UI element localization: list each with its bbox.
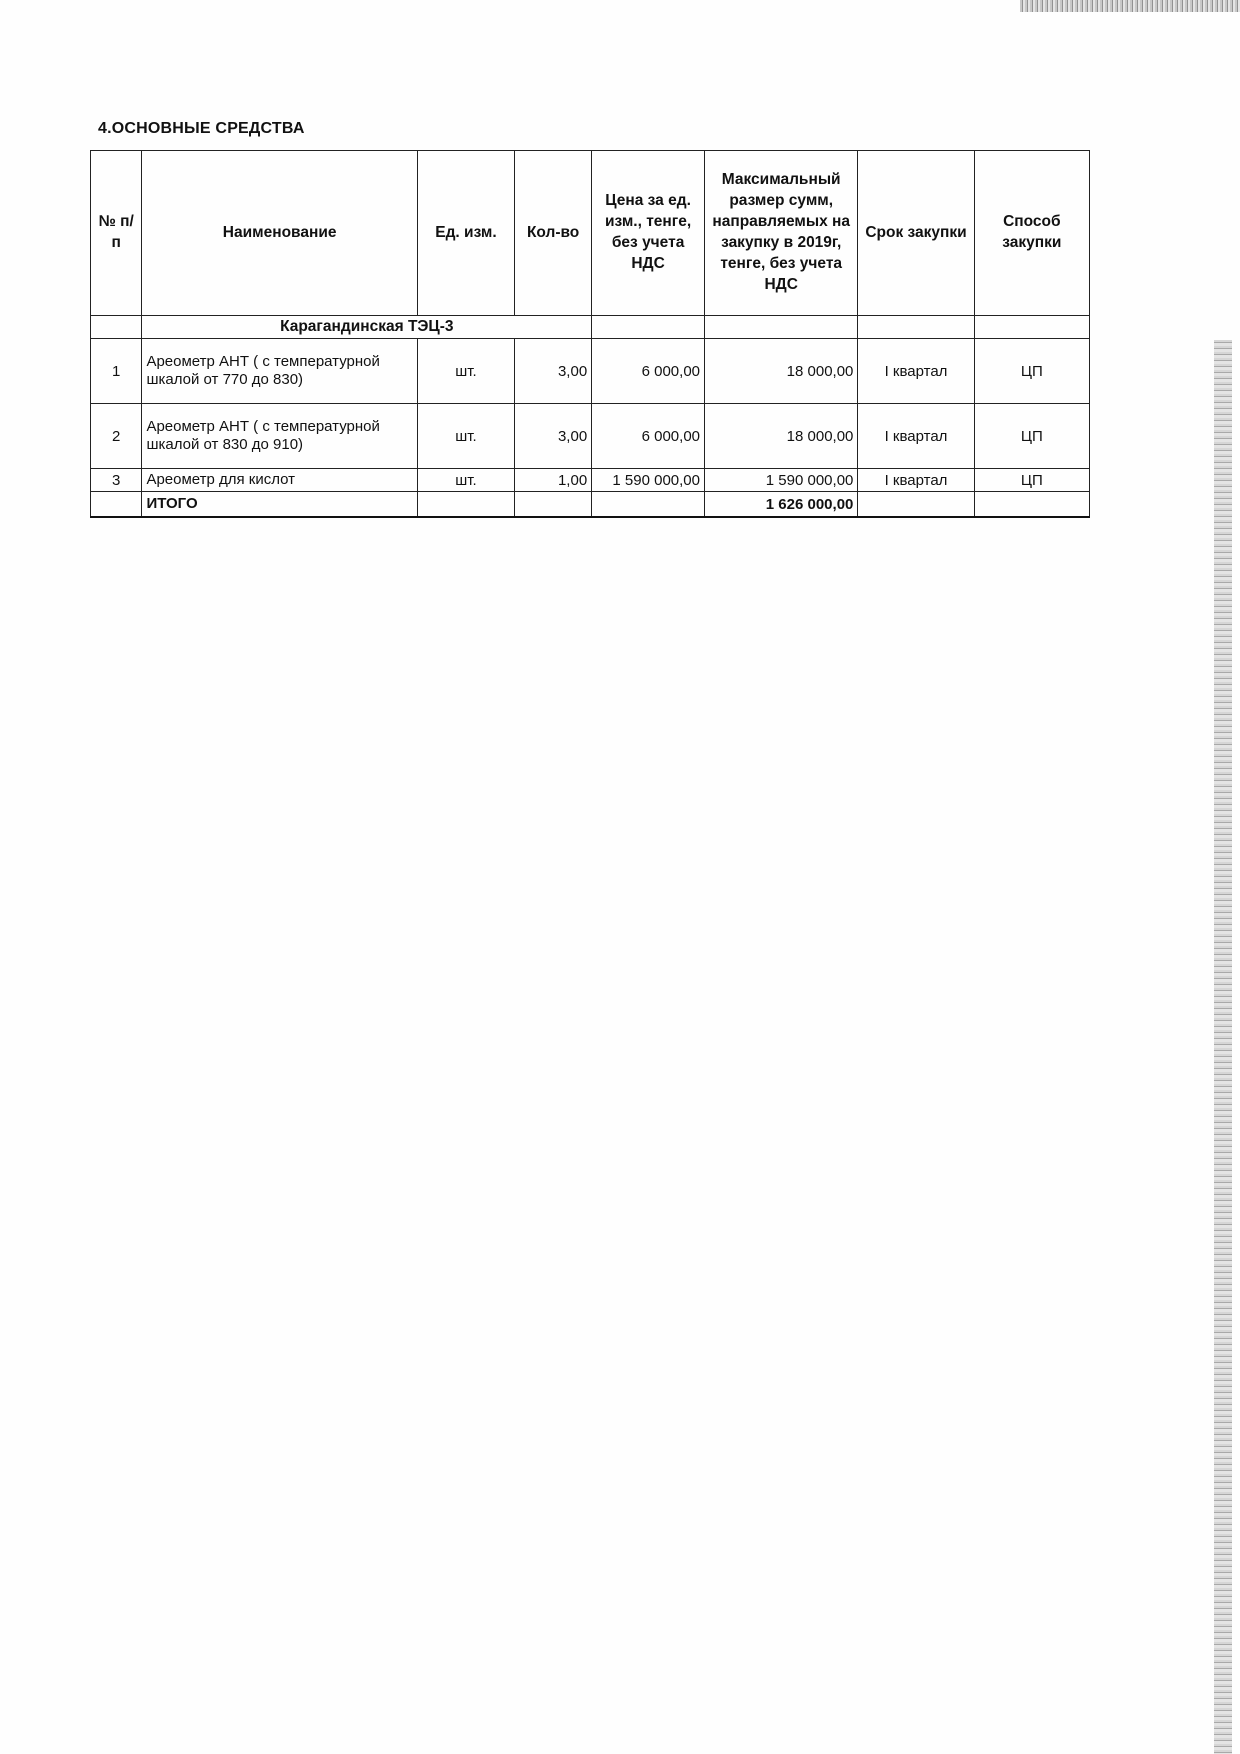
group-row	[91, 316, 1090, 339]
row-unit: шт.	[417, 339, 514, 404]
row-max-amount: 18 000,00	[705, 404, 858, 469]
header-max-amount: Максимальный размер сумм, направляемых на закупку в 2019г, тенге, без учета НДС	[705, 151, 858, 316]
header-price: Цена за ед. изм., тенге, без учета НДС	[592, 151, 705, 316]
scan-artifact-edge	[1214, 340, 1232, 1754]
scan-artifact-top	[1020, 0, 1240, 12]
header-name: Наименование	[142, 151, 417, 316]
row-unit: шт.	[417, 404, 514, 469]
header-qty: Кол-во	[515, 151, 592, 316]
row-qty: 3,00	[515, 339, 592, 404]
row-qty: 3,00	[515, 404, 592, 469]
table-row	[91, 339, 1090, 404]
row-term: I квартал	[858, 404, 974, 469]
header-unit: Ед. изм.	[417, 151, 514, 316]
row-price: 1 590 000,00	[592, 469, 705, 492]
fixed-assets-table	[90, 150, 1090, 518]
row-name: Ареометр АНТ ( с температурной шкалой от 770 до 830)	[142, 339, 417, 404]
row-method: ЦП	[974, 469, 1089, 492]
row-max-amount: 18 000,00	[705, 339, 858, 404]
row-name: Ареометр для кислот	[142, 469, 417, 492]
group-label: Карагандинская ТЭЦ-3	[142, 316, 592, 339]
table-header-row	[91, 151, 1090, 316]
row-name: Ареометр АНТ ( с температурной шкалой от 830 до 910)	[142, 404, 417, 469]
total-label: ИТОГО	[142, 492, 417, 518]
row-term: I квартал	[858, 469, 974, 492]
header-method: Способ закупки	[974, 151, 1089, 316]
header-term: Срок закупки	[858, 151, 974, 316]
row-max-amount: 1 590 000,00	[705, 469, 858, 492]
table-row	[91, 404, 1090, 469]
row-num: 2	[91, 404, 142, 469]
row-price: 6 000,00	[592, 339, 705, 404]
section-title: 4.ОСНОВНЫЕ СРЕДСТВА	[98, 120, 305, 137]
row-price: 6 000,00	[592, 404, 705, 469]
row-num: 3	[91, 469, 142, 492]
row-qty: 1,00	[515, 469, 592, 492]
total-row	[91, 492, 1090, 518]
header-num: № п/п	[91, 151, 142, 316]
row-unit: шт.	[417, 469, 514, 492]
table-row	[91, 469, 1090, 492]
row-method: ЦП	[974, 339, 1089, 404]
row-term: I квартал	[858, 339, 974, 404]
total-amount: 1 626 000,00	[705, 492, 858, 518]
row-method: ЦП	[974, 404, 1089, 469]
row-num: 1	[91, 339, 142, 404]
